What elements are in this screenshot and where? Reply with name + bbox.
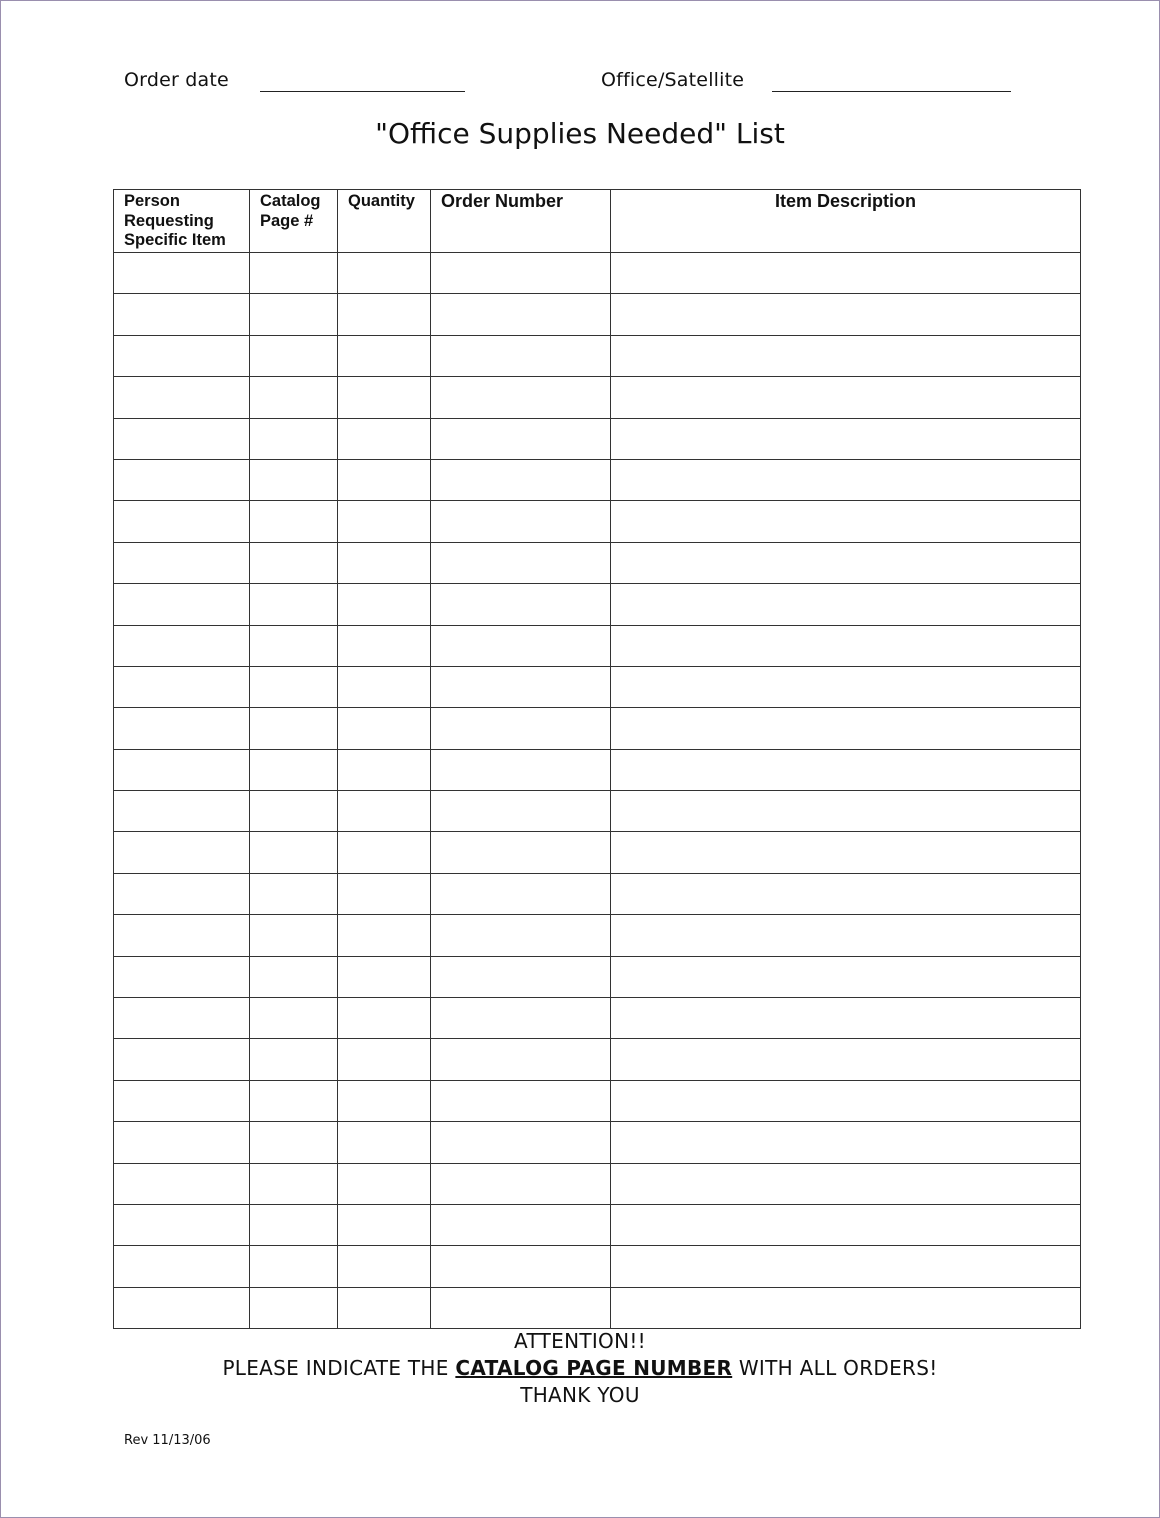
- table-cell[interactable]: [338, 1122, 431, 1163]
- table-cell[interactable]: [114, 1246, 250, 1287]
- table-row: [114, 501, 1081, 542]
- table-cell[interactable]: [611, 253, 1081, 294]
- table-cell[interactable]: [250, 873, 338, 914]
- table-cell[interactable]: [114, 294, 250, 335]
- table-cell[interactable]: [114, 956, 250, 997]
- table-cell[interactable]: [250, 1163, 338, 1204]
- table-cell[interactable]: [250, 791, 338, 832]
- table-cell[interactable]: [250, 749, 338, 790]
- table-row: [114, 542, 1081, 583]
- table-cell[interactable]: [114, 666, 250, 707]
- table-cell[interactable]: [431, 335, 611, 376]
- table-cell[interactable]: [338, 625, 431, 666]
- supplies-table: [113, 189, 1081, 1329]
- table-cell[interactable]: [611, 377, 1081, 418]
- table-cell[interactable]: [338, 915, 431, 956]
- table-cell[interactable]: [114, 915, 250, 956]
- table-cell[interactable]: [250, 335, 338, 376]
- table-cell[interactable]: [114, 335, 250, 376]
- table-cell[interactable]: [611, 625, 1081, 666]
- table-cell[interactable]: [431, 377, 611, 418]
- table-cell[interactable]: [431, 501, 611, 542]
- table-cell[interactable]: [114, 253, 250, 294]
- table-cell[interactable]: [114, 708, 250, 749]
- table-cell[interactable]: [250, 832, 338, 873]
- table-cell[interactable]: [114, 418, 250, 459]
- table-cell[interactable]: [338, 501, 431, 542]
- table-cell[interactable]: [250, 1080, 338, 1121]
- table-cell[interactable]: [114, 1163, 250, 1204]
- table-cell[interactable]: [338, 253, 431, 294]
- table-cell[interactable]: [611, 1039, 1081, 1080]
- table-cell[interactable]: [338, 1287, 431, 1328]
- table-cell[interactable]: [338, 873, 431, 914]
- table-row: [114, 584, 1081, 625]
- table-cell[interactable]: [611, 1122, 1081, 1163]
- table-cell[interactable]: [250, 1287, 338, 1328]
- table-cell[interactable]: [611, 584, 1081, 625]
- table-cell[interactable]: [338, 666, 431, 707]
- table-cell[interactable]: [114, 459, 250, 500]
- table-cell[interactable]: [114, 832, 250, 873]
- office-satellite-label: Office/Satellite: [601, 69, 745, 91]
- table-row: [114, 335, 1081, 376]
- table-cell[interactable]: [114, 584, 250, 625]
- table-cell[interactable]: [338, 1080, 431, 1121]
- table-cell[interactable]: [611, 1204, 1081, 1245]
- table-cell[interactable]: [250, 542, 338, 583]
- table-cell[interactable]: [338, 956, 431, 997]
- table-row: [114, 459, 1081, 500]
- table-cell[interactable]: [611, 418, 1081, 459]
- table-cell[interactable]: [338, 1039, 431, 1080]
- table-cell[interactable]: [431, 1163, 611, 1204]
- table-cell[interactable]: [431, 1122, 611, 1163]
- table-cell[interactable]: [431, 791, 611, 832]
- table-cell[interactable]: [338, 1246, 431, 1287]
- table-row: [114, 253, 1081, 294]
- table-cell[interactable]: [338, 584, 431, 625]
- table-cell[interactable]: [338, 1163, 431, 1204]
- table-cell[interactable]: [250, 1204, 338, 1245]
- table-cell[interactable]: [431, 294, 611, 335]
- table-cell[interactable]: [114, 1287, 250, 1328]
- thank-you-text: THANK YOU: [520, 1383, 640, 1407]
- table-row: [114, 1204, 1081, 1245]
- table-cell[interactable]: [338, 418, 431, 459]
- table-cell[interactable]: [250, 418, 338, 459]
- table-cell[interactable]: [431, 708, 611, 749]
- table-cell[interactable]: [250, 1122, 338, 1163]
- table-cell[interactable]: [250, 501, 338, 542]
- table-row: [114, 1039, 1081, 1080]
- table-cell[interactable]: [114, 377, 250, 418]
- table-row: [114, 915, 1081, 956]
- revision-label: Rev 11/13/06: [124, 1433, 211, 1448]
- table-cell[interactable]: [611, 873, 1081, 914]
- table-cell[interactable]: [250, 294, 338, 335]
- table-cell[interactable]: [611, 1246, 1081, 1287]
- catalog-notice: [1, 1356, 1159, 1380]
- table-cell[interactable]: [431, 253, 611, 294]
- notice-emphasis: CATALOG PAGE NUMBER: [455, 1356, 733, 1380]
- table-row: [114, 377, 1081, 418]
- table-cell[interactable]: [611, 1287, 1081, 1328]
- table-cell[interactable]: [431, 832, 611, 873]
- table-cell[interactable]: [431, 1246, 611, 1287]
- column-header-quantity: Quantity: [338, 190, 431, 253]
- table-cell[interactable]: [250, 708, 338, 749]
- table-row: [114, 625, 1081, 666]
- table-row: [114, 1080, 1081, 1121]
- table-cell[interactable]: [431, 956, 611, 997]
- table-row: [114, 1163, 1081, 1204]
- attention-text: ATTENTION!!: [514, 1329, 646, 1353]
- notice-text-before: PLEASE INDICATE THE: [222, 1356, 456, 1380]
- table-row: [114, 294, 1081, 335]
- table-body: [114, 253, 1081, 1329]
- table-cell[interactable]: [338, 294, 431, 335]
- table-row: [114, 418, 1081, 459]
- table-cell[interactable]: [338, 832, 431, 873]
- table-cell[interactable]: [611, 666, 1081, 707]
- table-cell[interactable]: [114, 791, 250, 832]
- table-cell[interactable]: [431, 915, 611, 956]
- table-cell[interactable]: [338, 749, 431, 790]
- table-cell[interactable]: [250, 956, 338, 997]
- table-cell[interactable]: [611, 542, 1081, 583]
- table-cell[interactable]: [338, 377, 431, 418]
- table-cell[interactable]: [431, 666, 611, 707]
- table-cell[interactable]: [114, 542, 250, 583]
- table-cell[interactable]: [250, 998, 338, 1039]
- table-cell[interactable]: [250, 459, 338, 500]
- table-cell[interactable]: [611, 915, 1081, 956]
- table-row: [114, 1246, 1081, 1287]
- column-header-item-description: Item Description: [611, 190, 1081, 253]
- office-satellite-field[interactable]: [772, 91, 1011, 92]
- table-cell[interactable]: [611, 956, 1081, 997]
- table-cell[interactable]: [338, 459, 431, 500]
- notice-text-after: WITH ALL ORDERS!: [732, 1356, 938, 1380]
- order-date-label: Order date: [124, 69, 229, 91]
- order-date-field[interactable]: [260, 91, 465, 92]
- table-cell[interactable]: [250, 584, 338, 625]
- table-cell[interactable]: [431, 749, 611, 790]
- table-cell[interactable]: [611, 749, 1081, 790]
- table-row: [114, 998, 1081, 1039]
- column-header-catalog-page: Catalog Page #: [250, 190, 338, 253]
- table-cell[interactable]: [611, 791, 1081, 832]
- table-cell[interactable]: [338, 1204, 431, 1245]
- table-cell[interactable]: [114, 873, 250, 914]
- table-row: [114, 873, 1081, 914]
- table-cell[interactable]: [114, 501, 250, 542]
- table-row: [114, 749, 1081, 790]
- table-cell[interactable]: [611, 832, 1081, 873]
- table-cell[interactable]: [250, 1039, 338, 1080]
- table-cell[interactable]: [114, 998, 250, 1039]
- table-cell[interactable]: [250, 915, 338, 956]
- table-row: [114, 1287, 1081, 1328]
- table-cell[interactable]: [431, 418, 611, 459]
- table-cell[interactable]: [611, 998, 1081, 1039]
- table-cell[interactable]: [114, 749, 250, 790]
- table-cell[interactable]: [338, 708, 431, 749]
- table-cell[interactable]: [431, 459, 611, 500]
- table-cell[interactable]: [431, 1039, 611, 1080]
- table-cell[interactable]: [611, 294, 1081, 335]
- table-cell[interactable]: [114, 1039, 250, 1080]
- table-cell[interactable]: [114, 1204, 250, 1245]
- table-cell[interactable]: [431, 873, 611, 914]
- table-cell[interactable]: [250, 253, 338, 294]
- table-row: [114, 956, 1081, 997]
- table-row: [114, 666, 1081, 707]
- table-cell[interactable]: [431, 542, 611, 583]
- column-header-order-number: Order Number: [431, 190, 611, 253]
- table-cell[interactable]: [431, 998, 611, 1039]
- table-cell[interactable]: [250, 1246, 338, 1287]
- table-cell[interactable]: [431, 1287, 611, 1328]
- table-row: [114, 708, 1081, 749]
- table-cell[interactable]: [338, 998, 431, 1039]
- table-cell[interactable]: [431, 1080, 611, 1121]
- table-cell[interactable]: [114, 1122, 250, 1163]
- table-cell[interactable]: [431, 625, 611, 666]
- table-cell[interactable]: [114, 1080, 250, 1121]
- table-cell[interactable]: [611, 459, 1081, 500]
- table-cell[interactable]: [431, 584, 611, 625]
- table-cell[interactable]: [114, 625, 250, 666]
- table-cell[interactable]: [250, 625, 338, 666]
- table-cell[interactable]: [431, 1204, 611, 1245]
- table-header-row: [114, 190, 1081, 253]
- table-cell[interactable]: [611, 1080, 1081, 1121]
- table-cell[interactable]: [250, 377, 338, 418]
- table-cell[interactable]: [338, 542, 431, 583]
- table-row: [114, 791, 1081, 832]
- column-header-person: Person Requesting Specific Item: [114, 190, 250, 253]
- table-cell[interactable]: [611, 501, 1081, 542]
- table-cell[interactable]: [338, 791, 431, 832]
- table-cell[interactable]: [250, 666, 338, 707]
- table-row: [114, 1122, 1081, 1163]
- table-row: [114, 832, 1081, 873]
- page-title: "Office Supplies Needed" List: [375, 117, 785, 150]
- table-cell[interactable]: [611, 1163, 1081, 1204]
- table-cell[interactable]: [338, 335, 431, 376]
- table-cell[interactable]: [611, 335, 1081, 376]
- table-cell[interactable]: [611, 708, 1081, 749]
